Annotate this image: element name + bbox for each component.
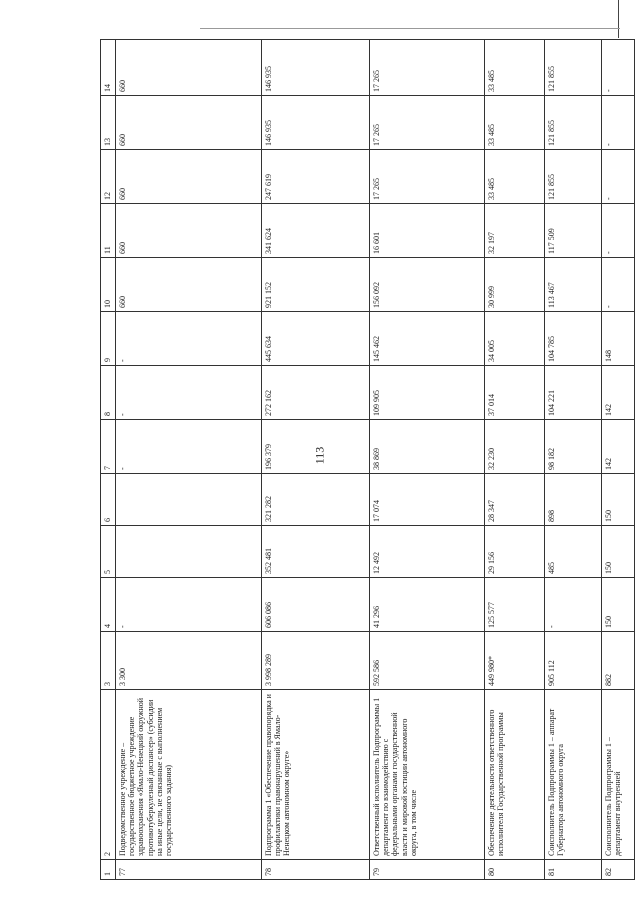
value-cell: 146 935 [262, 96, 370, 150]
value-cell: 156 092 [370, 258, 485, 312]
value-cell: 196 379 [262, 420, 370, 474]
value-cell: 660 [116, 40, 262, 96]
header-cell: 11 [101, 204, 116, 258]
value-cell: 352 481 [262, 526, 370, 578]
value-cell: 592 586 [370, 632, 485, 690]
value-cell: 17 265 [370, 150, 485, 204]
value-cell: 3 300 [116, 632, 262, 690]
table-row [485, 40, 545, 880]
value-cell: 660 [116, 258, 262, 312]
row-name-cell: Подведомственное учреждение – государственное бюджетное учреждение здравоохранения «Ямало-Ненецкий окружной противотуберкулезный диспансер» (субсидии на иные цели, не связанные с выполнением государственного задания) [116, 690, 262, 860]
value-cell: 33 485 [485, 150, 545, 204]
value-cell: 113 467 [545, 258, 602, 312]
header-cell: 14 [101, 40, 116, 96]
value-cell: 146 935 [262, 40, 370, 96]
value-cell: - [602, 96, 635, 150]
row-number-cell: 80 [485, 860, 545, 880]
table-row [370, 40, 485, 880]
value-cell: 28 347 [485, 474, 545, 526]
value-cell: 98 182 [545, 420, 602, 474]
value-cell: - [602, 204, 635, 258]
row-name-cell: Подпрограмма 1 «Обеспечение правопорядка и профилактики правонарушений в Ямало-Ненецком автономном округе» [262, 690, 370, 860]
value-cell: 660 [116, 150, 262, 204]
value-cell: - [116, 420, 262, 474]
value-cell: 37 014 [485, 366, 545, 420]
value-cell: 121 855 [545, 150, 602, 204]
value-cell: 17 265 [370, 40, 485, 96]
value-cell: - [545, 578, 602, 632]
value-cell: 150 [602, 474, 635, 526]
value-cell: 445 634 [262, 312, 370, 366]
value-cell: 921 152 [262, 258, 370, 312]
value-cell: 142 [602, 366, 635, 420]
header-cell: 4 [101, 578, 116, 632]
row-name-cell: Ответственный исполнитель Подпрограммы 1 департамент по взаимодействию с федеральными органами государственной власти и мировой юстиции автономного округа, в том числе [370, 690, 485, 860]
value-cell: - [116, 578, 262, 632]
value-cell: 32 230 [485, 420, 545, 474]
value-cell: 247 619 [262, 150, 370, 204]
header-cell: 2 [101, 690, 116, 860]
row-number-cell: 77 [116, 860, 262, 880]
table-row [262, 40, 370, 880]
value-cell: 449 980* [485, 632, 545, 690]
value-cell: 272 162 [262, 366, 370, 420]
value-cell: 148 [602, 312, 635, 366]
value-cell: 905 112 [545, 632, 602, 690]
value-cell: 882 [602, 632, 635, 690]
header-row [101, 40, 116, 880]
table-row [602, 40, 635, 880]
page-number: 113 [312, 446, 327, 465]
value-cell: 17 074 [370, 474, 485, 526]
header-cell: 6 [101, 474, 116, 526]
header-cell: 9 [101, 312, 116, 366]
value-cell: 34 005 [485, 312, 545, 366]
value-cell: 660 [116, 204, 262, 258]
value-cell: 38 869 [370, 420, 485, 474]
value-cell: 121 855 [545, 96, 602, 150]
value-cell: 3 998 289 [262, 632, 370, 690]
value-cell: 29 156 [485, 526, 545, 578]
header-cell: 10 [101, 258, 116, 312]
header-cell: 13 [101, 96, 116, 150]
value-cell [116, 526, 262, 578]
row-number-cell: 82 [602, 860, 635, 880]
value-cell: 145 462 [370, 312, 485, 366]
value-cell: 150 [602, 578, 635, 632]
value-cell: 121 855 [545, 40, 602, 96]
header-cell: 7 [101, 420, 116, 474]
row-name-cell: Обеспечение деятельности ответственного исполнителя Государственной программы [485, 690, 545, 860]
value-cell: 142 [602, 420, 635, 474]
row-name-cell: Соисполнитель Подпрограммы 1 – департамент внутренней [602, 690, 635, 860]
budget-table [100, 39, 635, 880]
table-row [545, 40, 602, 880]
value-cell: 606 086 [262, 578, 370, 632]
value-cell: 12 492 [370, 526, 485, 578]
value-cell: - [602, 40, 635, 96]
value-cell: 16 601 [370, 204, 485, 258]
rotated-table-area [100, 40, 623, 880]
value-cell: 898 [545, 474, 602, 526]
value-cell: 33 485 [485, 96, 545, 150]
header-cell: 3 [101, 632, 116, 690]
value-cell: 30 999 [485, 258, 545, 312]
value-cell: - [116, 366, 262, 420]
value-cell: 117 509 [545, 204, 602, 258]
value-cell: - [602, 258, 635, 312]
value-cell: 485 [545, 526, 602, 578]
row-name-cell: Соисполнитель Подпрограммы 1 – аппарат Губернатора автономного округа [545, 690, 602, 860]
value-cell: 341 624 [262, 204, 370, 258]
value-cell: 321 282 [262, 474, 370, 526]
value-cell: 125 577 [485, 578, 545, 632]
value-cell: - [602, 150, 635, 204]
value-cell: 17 265 [370, 96, 485, 150]
value-cell: - [116, 312, 262, 366]
row-number-cell: 81 [545, 860, 602, 880]
value-cell: 150 [602, 526, 635, 578]
scan-line-top [618, 0, 619, 38]
value-cell: 32 197 [485, 204, 545, 258]
header-cell: 1 [101, 860, 116, 880]
value-cell: 104 785 [545, 312, 602, 366]
rotated-table-container [100, 40, 623, 880]
value-cell: 33 485 [485, 40, 545, 96]
value-cell: 104 221 [545, 366, 602, 420]
value-cell: 109 905 [370, 366, 485, 420]
value-cell: 41 296 [370, 578, 485, 632]
header-cell: 8 [101, 366, 116, 420]
value-cell [116, 474, 262, 526]
row-number-cell: 79 [370, 860, 485, 880]
table-row [116, 40, 262, 880]
scan-line-faint [200, 28, 620, 29]
header-cell: 12 [101, 150, 116, 204]
header-cell: 5 [101, 526, 116, 578]
value-cell: 660 [116, 96, 262, 150]
row-number-cell: 78 [262, 860, 370, 880]
